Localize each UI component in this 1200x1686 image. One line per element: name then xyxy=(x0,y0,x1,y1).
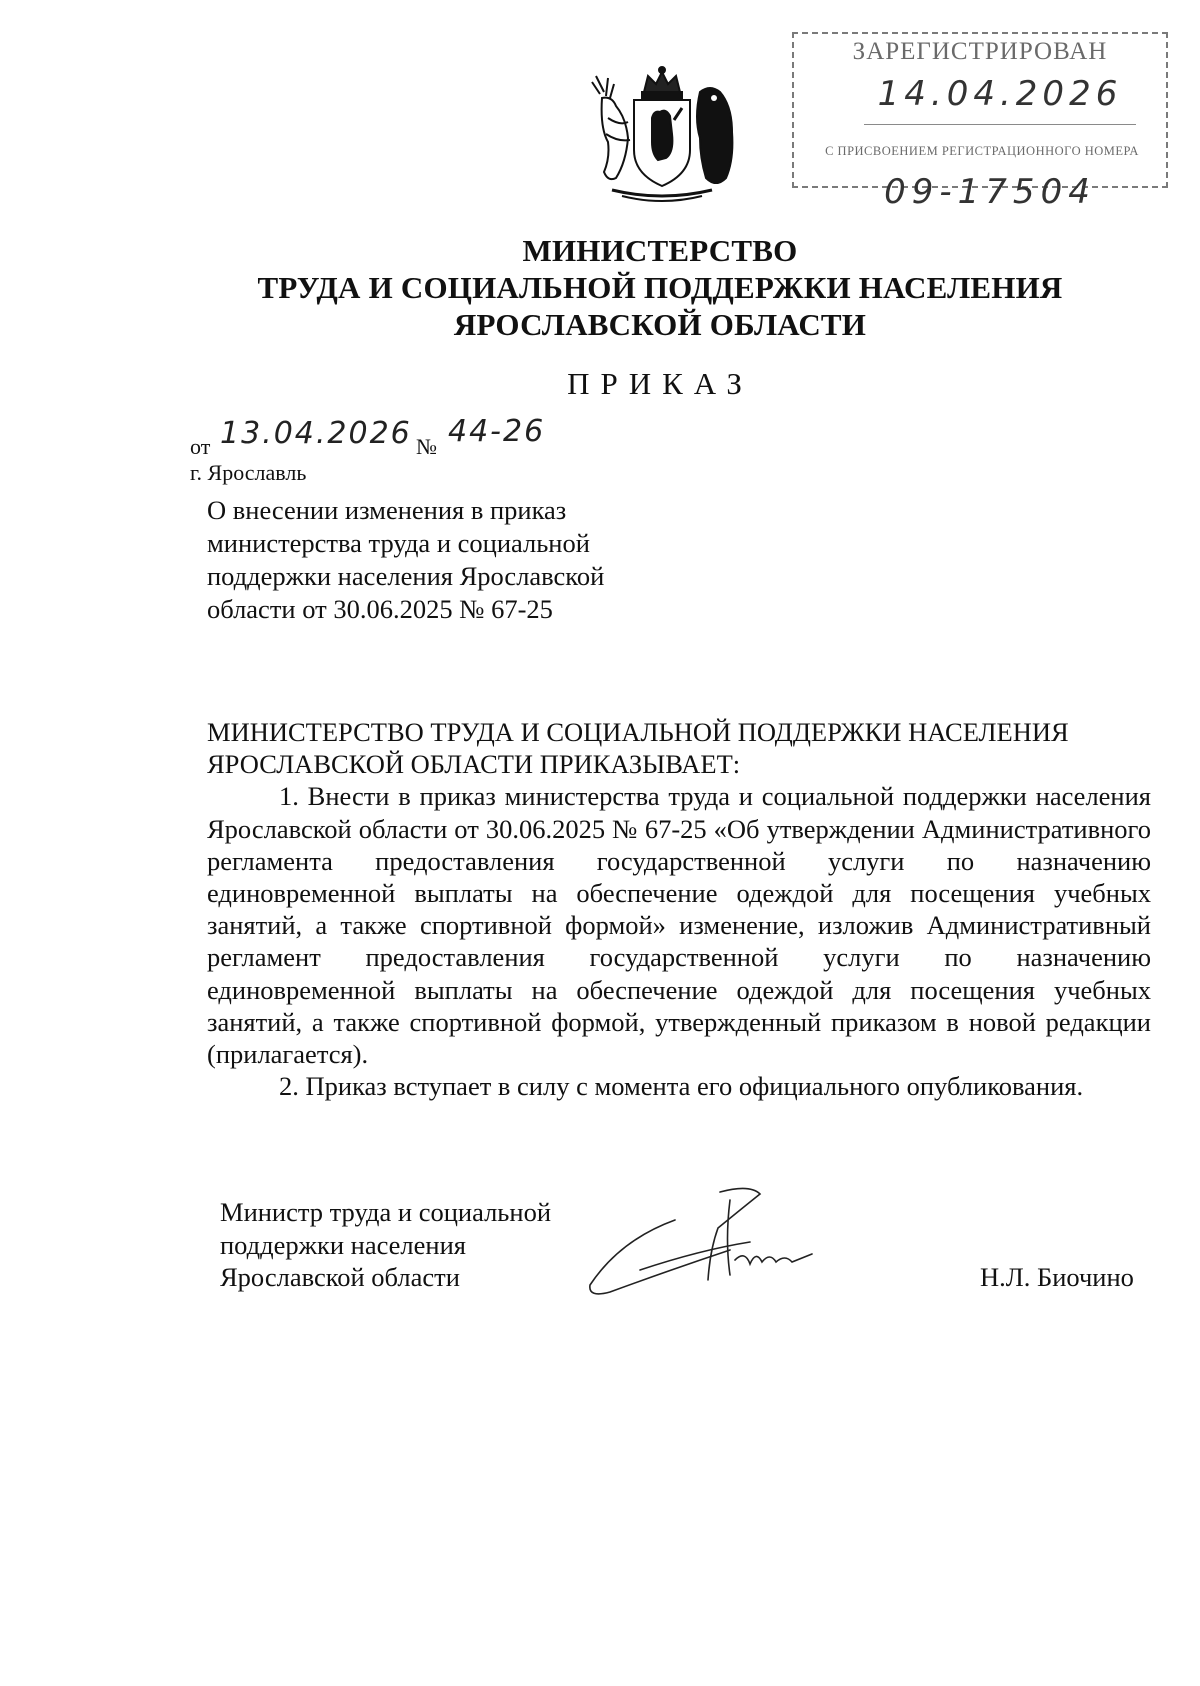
subject-line: О внесении изменения в приказ xyxy=(207,495,567,525)
order-reference xyxy=(190,414,690,462)
ministry-line: ЯРОСЛАВСКОЙ ОБЛАСТИ xyxy=(453,307,867,342)
order-body xyxy=(207,716,1151,1102)
from-label: от xyxy=(190,434,211,459)
ministry-line: ТРУДА И СОЦИАЛЬНОЙ ПОДДЕРЖКИ НАСЕЛЕНИЯ xyxy=(257,270,1063,305)
signer-position xyxy=(220,1196,551,1294)
ministry-line: МИНИСТЕРСТВО xyxy=(522,233,798,268)
body-paragraph: 2. Приказ вступает в силу с момента его официального опубликования. xyxy=(279,1071,1084,1102)
document-type: ПРИКАЗ xyxy=(567,366,753,401)
signer-name: Н.Л. Биочино xyxy=(980,1262,1134,1292)
stamp-number: 09-17504 xyxy=(884,172,1096,212)
order-date: 13.04.2026 xyxy=(220,416,412,451)
order-subject xyxy=(207,494,604,626)
stamp-date: 14.04.2026 xyxy=(877,74,1123,114)
signer-position-line: Ярославской области xyxy=(220,1262,460,1292)
subject-line: министерства труда и социальной xyxy=(207,528,590,558)
coat-of-arms-emblem xyxy=(582,62,742,207)
ministry-header xyxy=(0,232,1200,343)
signer-position-line: поддержки населения xyxy=(220,1229,466,1260)
stamp-caption: С ПРИСВОЕНИЕМ РЕГИСТРАЦИОННОГО НОМЕРА xyxy=(825,144,1139,158)
handwritten-signature xyxy=(580,1180,830,1310)
subject-line: области от 30.06.2025 № 67-25 xyxy=(207,594,553,624)
order-number: 44-26 xyxy=(448,414,546,449)
body-heading-line: ЯРОСЛАВСКОЙ ОБЛАСТИ ПРИКАЗЫВАЕТ: xyxy=(207,749,741,780)
registration-stamp xyxy=(792,32,1168,212)
stamp-date-underline xyxy=(864,124,1136,125)
city-label: г. Ярославль xyxy=(190,460,307,485)
body-paragraph: 1. Внести в приказ министерства труда и социальной поддержки населения Ярославской области от 30.06.2025 № 67-25 «Об утверждении Административного регламента предоставления государственной услуги по назначению единовременной выплаты на обеспечение одеждой для посещения учебных занятий, а также спортивной формой» изменение, изложив Административный регламент предоставления государственной услуги по назначению единовременной выплаты на обеспечение одеждой для посещения учебных занятий, а также спортивной формой, утвержденный приказом в новой редакции (прилагается). xyxy=(207,781,1151,1070)
signer-position-line: Министр труда и социальной xyxy=(220,1197,552,1227)
subject-line: поддержки населения Ярославской xyxy=(207,561,605,591)
stamp-title: ЗАРЕГИСТРИРОВАН xyxy=(852,38,1108,65)
number-label: № xyxy=(416,434,437,459)
body-heading-line: МИНИСТЕРСТВО ТРУДА И СОЦИАЛЬНОЙ ПОДДЕРЖКИ НАСЕЛЕНИЯ xyxy=(207,717,1069,747)
